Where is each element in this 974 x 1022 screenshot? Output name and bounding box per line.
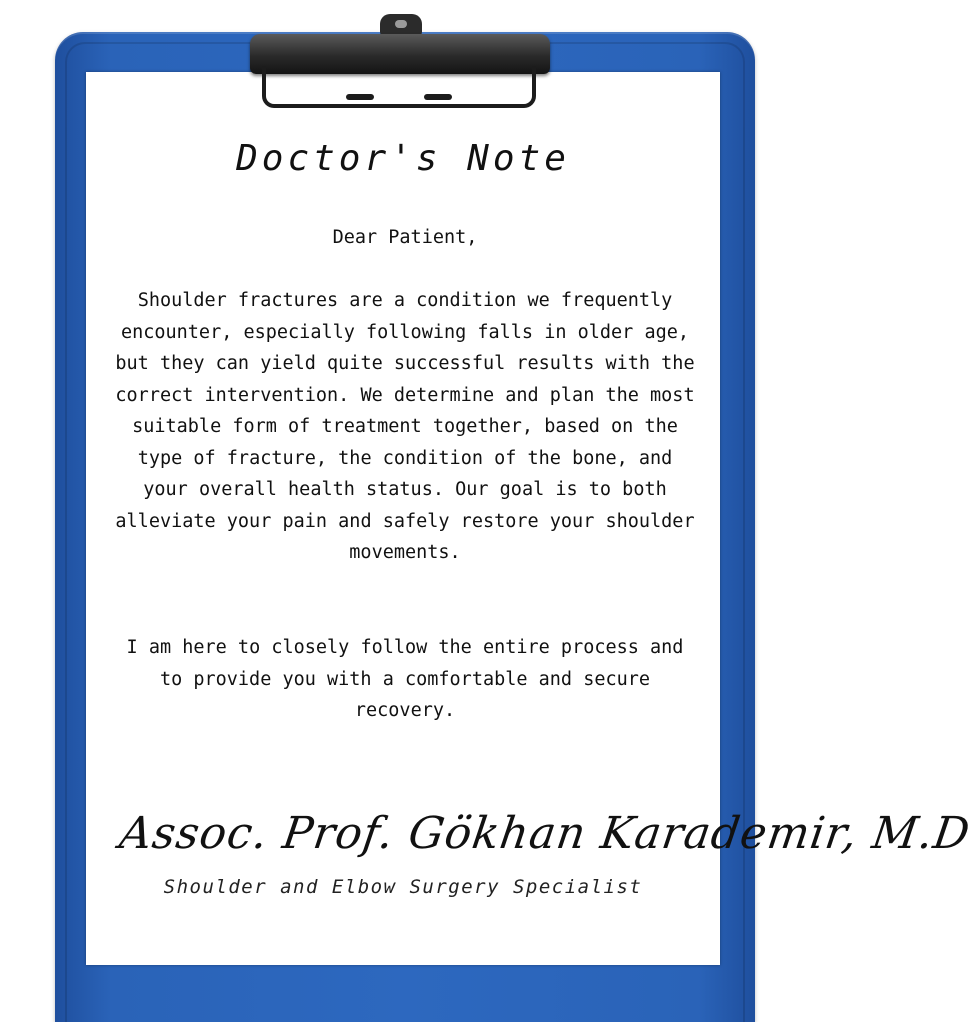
- paragraph-treatment: Shoulder fractures are a condition we frequently encounter, especially following falls in older age, but they can yield quite successful results with the correct intervention. We determine and plan the most suitable form of treatment together, based on the type of fracture, the condition of the bone, and your overall health status. Our goal is to both alleviate your pain and safely restore your shoulder movements.: [115, 290, 695, 563]
- clip-lever: [262, 66, 536, 108]
- clip-hanging-hole: [380, 14, 422, 36]
- doctor-signature: Assoc. Prof. Gökhan Karademir, M.D: [116, 808, 974, 859]
- paragraph-recovery: I am here to closely follow the entire process and to provide you with a comfortable and secure recovery.: [126, 637, 684, 721]
- doctor-specialty: Shoulder and Elbow Surgery Specialist: [163, 876, 643, 898]
- greeting: Dear Patient,: [332, 227, 478, 248]
- note-title: Doctor's Note: [236, 138, 570, 179]
